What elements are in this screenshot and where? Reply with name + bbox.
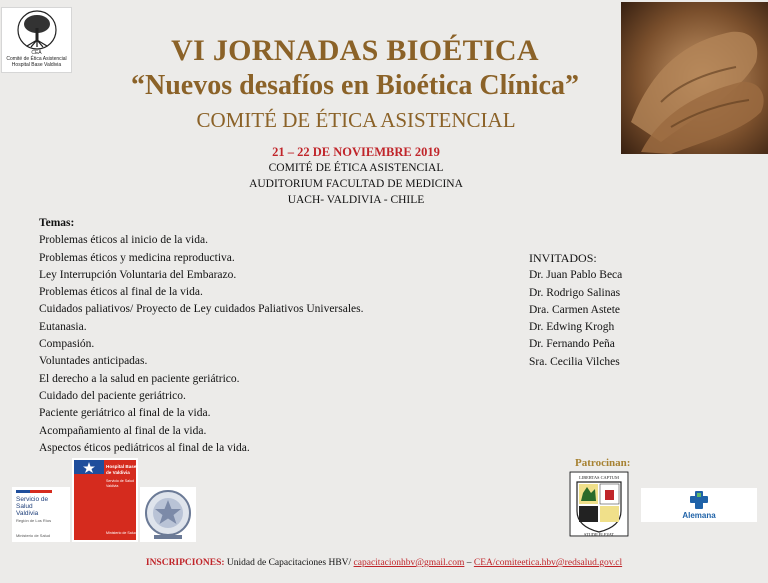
gobierno-line-3: Servicio de Salud [106,479,134,483]
temas-list [39,215,364,457]
list-item: Problemas éticos al final de la vida. [39,286,203,299]
list-item: Ley Interrupción Voluntaria del Embarazo. [39,268,237,281]
event-title: VI JORNADAS BIOÉTICA [171,34,539,67]
list-item: Problemas éticos y medicina reproductiva. [39,251,235,264]
registration-footer [0,558,768,568]
list-item: Cuidados paliativos/ Proyecto de Ley cuidados Paliativos Universales. [39,303,364,316]
servicio-salud-logo [12,487,70,542]
list-item: Compasión. [39,338,95,351]
gobierno-line-2: de Valdivia [106,470,130,475]
alemana-name: Alemana [682,511,716,520]
shield-motto-bottom: STUDII ELEVAT [583,532,615,537]
list-item: Paciente geriátrico al final de la vida. [39,407,211,420]
venue-line-3: UACH- VALDIVIA - CHILE [287,194,425,206]
list-item: Cuidado del paciente geriátrico. [39,389,186,402]
list-item: Problemas éticos al inicio de la vida. [39,234,208,247]
registration-label: INSCRIPCIONES: [145,558,225,568]
email-separator: – [464,558,474,568]
accreditation-logo [140,487,196,542]
registration-text: Unidad de Capacitaciones HBV/ [224,558,354,568]
servicio-line-3: Valdivia [16,510,39,517]
list-item: Dr. Edwing Krogh [529,321,615,334]
committee-name: COMITÉ DE ÉTICA ASISTENCIAL [196,108,516,132]
list-item: Dr. Fernando Peña [529,338,615,351]
email-link-comite[interactable]: CEA/comiteetica.hbv@redsalud.gov.cl [473,558,623,568]
servicio-line-1: Servicio de [16,496,49,503]
venue-line-2: AUDITORIUM FACULTAD DE MEDICINA [249,178,463,190]
sponsors-label: Patrocinan: [575,457,631,469]
event-dates: 21 – 22 DE NOVIEMBRE 2019 [272,145,440,159]
logo-line-1: Comité de Ética Asistencial [6,56,67,62]
list-item: Dr. Rodrigo Salinas [529,286,621,299]
venue-line-1: COMITÉ DE ÉTICA ASISTENCIAL [268,162,444,174]
gobierno-line-5: Ministerio de Salud [106,531,137,535]
list-item: Dra. Carmen Astete [529,303,621,316]
list-item: El derecho a la salud en paciente geriátrico. [39,372,240,385]
list-item: Eutanasia. [39,320,87,333]
gobierno-line-4: Valdivia [106,484,119,488]
logo-line-2: Hospital Base Valdivia [11,62,62,68]
temas-heading: Temas: [39,217,75,229]
invitados-list [529,250,622,371]
list-item: Acompañamiento al final de la vida. [39,424,207,437]
servicio-line-5: Ministerio de Salud [16,533,51,538]
university-shield-logo [569,471,629,537]
list-item: Voluntades anticipadas. [39,355,148,368]
servicio-line-2: Salud [16,503,33,510]
invitados-heading: INVITADOS: [529,251,597,265]
alemana-logo [641,488,757,522]
list-item: Dr. Juan Pablo Beca [529,269,623,282]
list-item: Sra. Cecilia Vilches [529,355,620,368]
hospital-base-logo [72,458,138,542]
email-link-capacitacion[interactable]: capacitacionhbv@gmail.com [353,558,465,568]
gobierno-line-1: Hospital Base [106,464,137,469]
servicio-line-4: Región de Los Ríos [16,518,52,523]
shield-motto-top: LIBERTAS CAPTUM [579,475,619,480]
list-item: Aspectos éticos pediátricos al final de la vida. [39,441,250,454]
logo-acronym: CEA [31,50,42,56]
event-subtitle: “Nuevos desafíos en Bioética Clínica” [131,70,579,101]
